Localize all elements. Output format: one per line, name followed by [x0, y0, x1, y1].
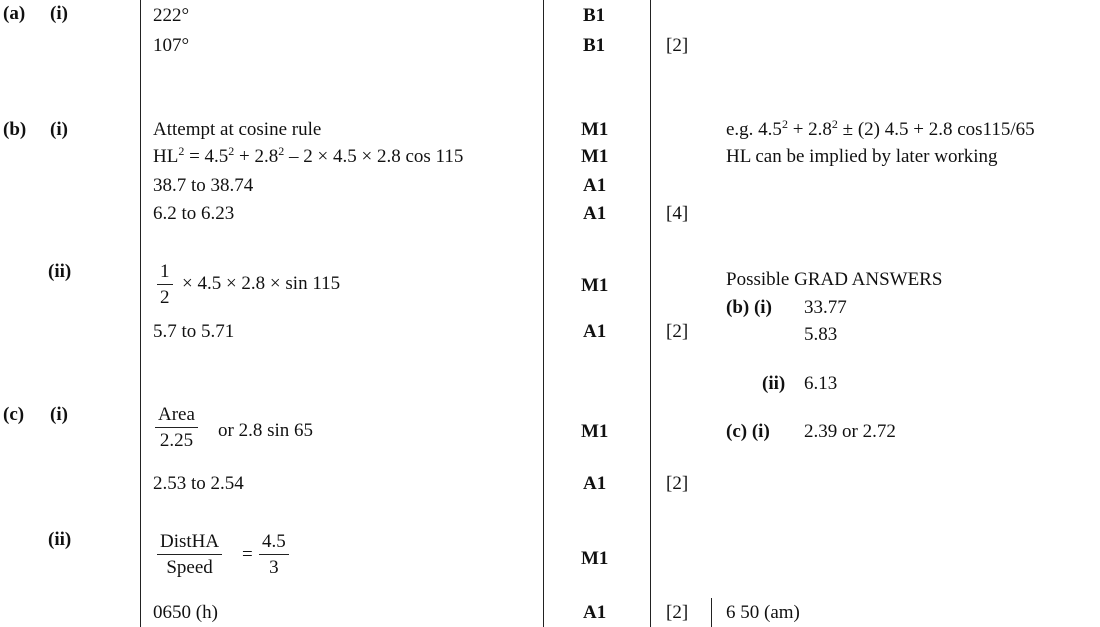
note-c-ii: 6 50 (am)	[726, 602, 800, 623]
mark-b-ii-1: M1	[581, 275, 609, 296]
fraction-denominator: 2.25	[159, 430, 194, 451]
answer-b-ii-2: 5.7 to 5.71	[153, 321, 235, 342]
sub-label-c-i: (i)	[50, 404, 68, 425]
mark-c-i-2: A1	[583, 473, 607, 494]
answer-b-i-3: 38.7 to 38.74	[153, 175, 254, 196]
grad-title: Possible GRAD ANSWERS	[726, 269, 943, 290]
column-rule-answer	[140, 0, 141, 627]
mark-b-ii-2: A1	[583, 321, 607, 342]
mark-a-2: B1	[583, 35, 606, 56]
column-rule-marks	[543, 0, 544, 627]
total-a: [2]	[666, 35, 689, 56]
grad-b-i-2: 5.83	[804, 324, 838, 345]
answer-b-i-2: $HL^2 = 4.5^2 + 2.8^2 - 2 \times 4.5 \times 2.8$ cos 115	[153, 144, 464, 167]
note-b-i-1: e.g. $4.5^2 + 2.8^2 \pm (2) 4.5 + 2.8$ cos115/65	[726, 117, 1035, 140]
sub-label-c-ii: (ii)	[48, 529, 72, 550]
sub-label-a-i: (i)	[50, 3, 68, 24]
answer-b-i-1: Attempt at cosine rule	[153, 119, 322, 140]
answer-c-ii-2: 0650 (h)	[153, 602, 218, 623]
part-label-a: (a)	[3, 3, 26, 24]
grad-c-i-label: (c) (i)	[726, 421, 770, 442]
grad-b-i-label: (b) (i)	[726, 297, 772, 318]
answer-c-i-expr: or 2.8 sin 65	[218, 420, 313, 441]
answer-a-1: 222°	[153, 5, 190, 26]
fraction-numerator: 4.5	[259, 532, 289, 555]
fraction-one-half	[157, 262, 173, 307]
part-label-c: (c)	[3, 404, 25, 425]
grad-b-ii: 6.13	[804, 373, 838, 394]
grad-b-ii-label: (ii)	[762, 373, 786, 394]
fraction-numerator: 1	[157, 262, 173, 285]
equals-sign: =	[242, 544, 253, 565]
grad-b-i-1: 33.77	[804, 297, 847, 318]
mark-c-i-1: M1	[581, 421, 609, 442]
total-b-i: [4]	[666, 203, 689, 224]
sub-label-b-ii: (ii)	[48, 261, 72, 282]
fraction-area-over	[155, 405, 198, 450]
fraction-4-5-over-3	[259, 532, 289, 577]
mark-b-i-4: A1	[583, 203, 607, 224]
mark-c-ii-2: A1	[583, 602, 607, 623]
fraction-denominator: Speed	[166, 557, 213, 578]
sub-label-b-i: (i)	[50, 119, 68, 140]
answer-c-i-2: 2.53 to 2.54	[153, 473, 244, 494]
part-label-b: (b)	[3, 119, 27, 140]
answer-b-ii-expr: × 4.5 × 2.8 × sin 115	[182, 273, 341, 294]
fraction-denominator: 2	[160, 287, 170, 308]
answer-a-2: 107°	[153, 35, 190, 56]
fraction-numerator: Area	[155, 405, 198, 428]
mark-b-i-2: M1	[581, 146, 609, 167]
mark-b-i-3: A1	[583, 175, 607, 196]
grad-c-i: 2.39 or 2.72	[804, 421, 896, 442]
fraction-dist-over-speed	[157, 532, 222, 577]
mark-c-ii-1: M1	[581, 548, 609, 569]
column-rule-notes	[711, 598, 712, 627]
total-b-ii: [2]	[666, 321, 689, 342]
total-c-i: [2]	[666, 473, 689, 494]
mark-a-1: B1	[583, 5, 606, 26]
fraction-denominator: 3	[269, 557, 279, 578]
note-b-i-2: HL can be implied by later working	[726, 146, 998, 167]
fraction-numerator: DistHA	[157, 532, 222, 555]
answer-b-i-4: 6.2 to 6.23	[153, 203, 235, 224]
mark-b-i-1: M1	[581, 119, 609, 140]
total-c-ii: [2]	[666, 602, 689, 623]
column-rule-total	[650, 0, 651, 627]
